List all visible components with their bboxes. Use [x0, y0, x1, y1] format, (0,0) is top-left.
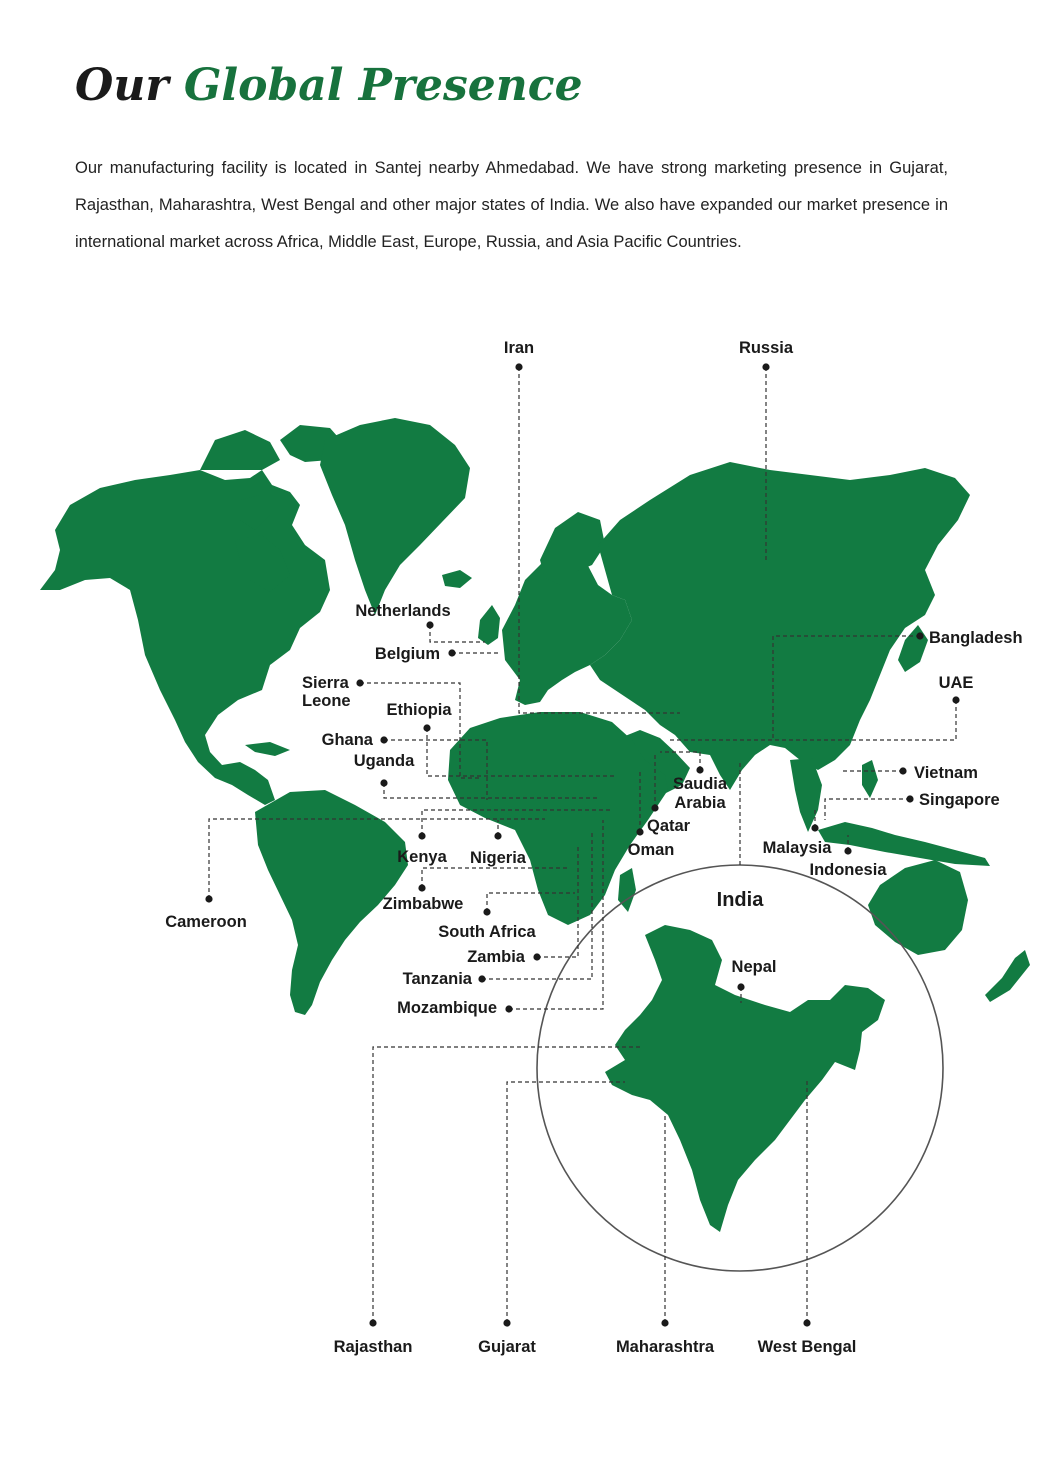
marker-ghana: [380, 736, 387, 743]
landmass-madagascar: [618, 868, 636, 912]
marker-russia: [762, 363, 769, 370]
label-sierra-leone-line2: Leone: [302, 692, 351, 710]
label-bangladesh: Bangladesh: [929, 629, 1023, 647]
landmass-uk: [478, 605, 500, 645]
label-oman: Oman: [627, 841, 675, 859]
marker-malaysia: [811, 824, 818, 831]
landmass-iceland: [442, 570, 472, 588]
marker-bangladesh: [916, 632, 923, 639]
label-nigeria: Nigeria: [470, 849, 526, 867]
label-uganda: Uganda: [353, 752, 415, 770]
label-gujarat: Gujarat: [478, 1338, 536, 1356]
marker-belgium: [448, 649, 455, 656]
marker-sierra-leone: [356, 679, 363, 686]
marker-nigeria: [494, 832, 501, 839]
landmass-cuba: [245, 742, 290, 756]
label-nepal: Nepal: [731, 958, 777, 976]
landmass-philippines: [862, 760, 878, 798]
marker-oman: [636, 828, 643, 835]
label-saudi-arabia-line1: Saudia: [672, 775, 728, 793]
marker-indonesia: [844, 847, 851, 854]
leader-singapore: [825, 799, 910, 820]
page-title: [75, 62, 583, 110]
label-singapore: Singapore: [919, 791, 1000, 809]
label-belgium: Belgium: [374, 645, 440, 663]
marker-nepal: [737, 983, 744, 990]
title-accent: Global Presence: [183, 60, 583, 111]
label-mozambique: Mozambique: [397, 999, 497, 1017]
marker-netherlands: [426, 621, 433, 628]
label-zambia: Zambia: [467, 948, 525, 966]
world-map: [0, 300, 1050, 1400]
label-zimbabwe: Zimbabwe: [382, 895, 464, 913]
label-iran: Iran: [503, 339, 535, 357]
india-title: India: [716, 889, 764, 911]
label-saudi-arabia-line2: Arabia: [674, 794, 726, 812]
marker-uganda: [380, 779, 387, 786]
label-vietnam: Vietnam: [914, 764, 978, 782]
label-uae: UAE: [938, 674, 974, 692]
label-tanzania: Tanzania: [402, 970, 472, 988]
marker-south-africa: [483, 908, 490, 915]
landmass-north-america: [40, 470, 330, 805]
label-maharashtra: Maharashtra: [615, 1338, 715, 1356]
label-west-bengal: West Bengal: [757, 1338, 857, 1356]
marker-zimbabwe: [418, 884, 425, 891]
label-sierra-leone-line1: Sierra: [302, 674, 349, 692]
leader-netherlands: [430, 625, 485, 642]
label-rajasthan: Rajasthan: [333, 1338, 413, 1356]
label-south-africa: South Africa: [438, 923, 536, 941]
label-qatar: Qatar: [647, 817, 691, 835]
marker-iran: [515, 363, 522, 370]
marker-ethiopia: [423, 724, 430, 731]
marker-mozambique: [505, 1005, 512, 1012]
marker-kenya: [418, 832, 425, 839]
label-kenya: Kenya: [397, 848, 447, 866]
marker-zambia: [533, 953, 540, 960]
label-ghana: Ghana: [321, 731, 373, 749]
marker-saudi-arabia: [696, 766, 703, 773]
marker-gujarat: [503, 1319, 510, 1326]
marker-singapore: [906, 795, 913, 802]
marker-tanzania: [478, 975, 485, 982]
label-cameroon: Cameroon: [165, 913, 247, 931]
label-indonesia: Indonesia: [809, 861, 887, 879]
marker-west-bengal: [803, 1319, 810, 1326]
leader-gujarat: [507, 1082, 625, 1323]
description-text: Our manufacturing facility is located in Santej nearby Ahmedabad. We have strong marketing presence in Gujarat, Rajasthan, Maharashtra, West Bengal and other major states of India. We also have expanded our market presence in international market across Africa, Middle East, Europe, Russia, and Asia Pacific Countries.: [75, 159, 948, 251]
marker-qatar: [651, 804, 658, 811]
title-prefix: Our: [75, 60, 169, 111]
landmass-japan: [898, 625, 928, 672]
landmass-new-zealand: [985, 950, 1030, 1002]
marker-cameroon: [205, 895, 212, 902]
label-russia: Russia: [738, 339, 794, 357]
label-netherlands: Netherlands: [355, 602, 451, 620]
label-malaysia: Malaysia: [762, 839, 832, 857]
marker-uae: [952, 696, 959, 703]
landmass-scandinavia: [540, 512, 605, 585]
landmass-indonesia: [818, 822, 990, 866]
marker-vietnam: [899, 767, 906, 774]
marker-maharashtra: [661, 1319, 668, 1326]
label-ethiopia: Ethiopia: [386, 701, 452, 719]
marker-rajasthan: [369, 1319, 376, 1326]
